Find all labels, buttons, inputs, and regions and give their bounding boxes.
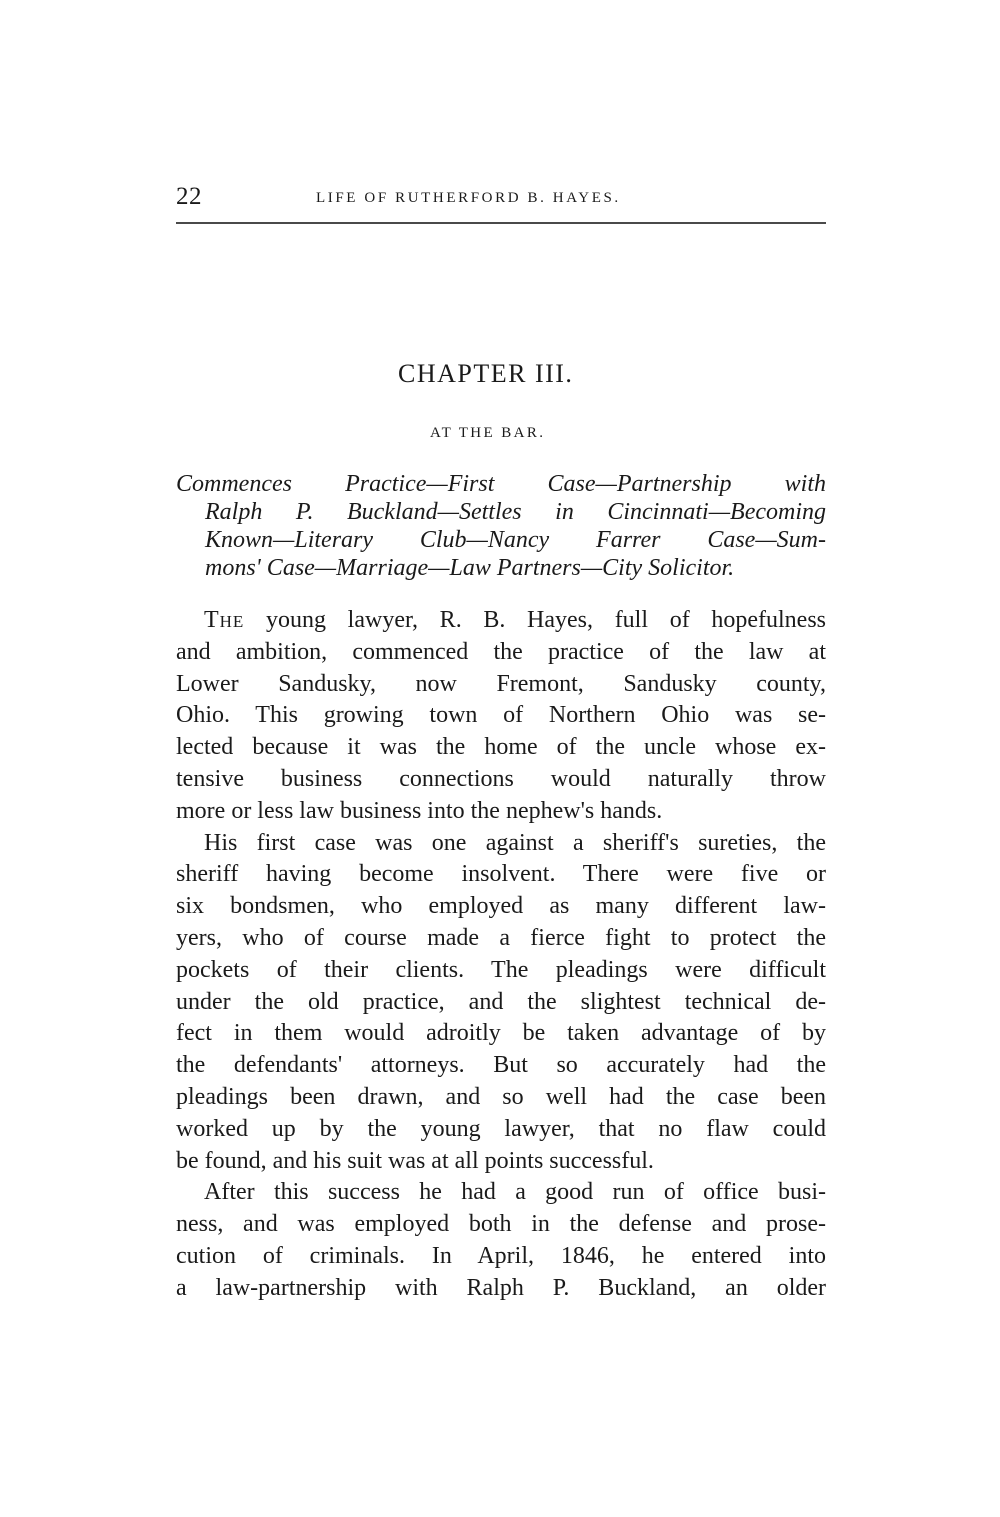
paragraph-line-text: young lawyer, R. B. Hayes, full of hopefulness — [244, 607, 826, 633]
page-number: 22 — [176, 183, 202, 210]
paragraph-line: under the old practice, and the slightest technical de- — [176, 988, 826, 1015]
paragraph-line: the defendants' attorneys. But so accurately had the — [176, 1052, 826, 1079]
paragraph-line: a law-partnership with Ralph P. Buckland, an older — [176, 1274, 826, 1301]
paragraph-line: Lower Sandusky, now Fremont, Sandusky county, — [176, 670, 826, 697]
paragraph-line: cution of criminals. In April, 1846, he entered into — [176, 1242, 826, 1269]
paragraph-line: worked up by the young lawyer, that no flaw could — [176, 1115, 826, 1142]
paragraph-lead-word: The — [204, 607, 245, 633]
paragraph-line: His first case was one against a sheriff's sureties, the — [204, 829, 826, 856]
paragraph-line: and ambition, commenced the practice of the law at — [176, 638, 826, 665]
paragraph-line: six bondsmen, who employed as many different law- — [176, 893, 826, 920]
paragraph-line: be found, and his suit was at all points successful. — [176, 1147, 654, 1174]
paragraph-line — [176, 605, 826, 637]
paragraph-line: lected because it was the home of the uncle whose ex- — [176, 734, 826, 761]
running-head-title: LIFE OF RUTHERFORD B. HAYES. — [316, 190, 621, 206]
synopsis-line: mons' Case—Marriage—Law Partners—City Solicitor. — [205, 555, 735, 581]
chapter-synopsis — [176, 470, 826, 582]
paragraph-line: pleadings been drawn, and so well had the case been — [176, 1083, 826, 1110]
synopsis-line: Commences Practice—First Case—Partnership with — [176, 471, 826, 497]
paragraph-line: ness, and was employed both in the defense and prose- — [176, 1211, 826, 1238]
chapter-title: CHAPTER III. — [398, 359, 574, 388]
paragraph-line: fect in them would adroitly be taken advantage of by — [176, 1020, 826, 1047]
body-text — [176, 605, 826, 1305]
synopsis-line: Ralph P. Buckland—Settles in Cincinnati—Becoming — [205, 499, 826, 525]
synopsis-line: Known—Literary Club—Nancy Farrer Case—Sum- — [205, 527, 826, 553]
running-head — [176, 182, 826, 212]
chapter-subtitle: AT THE BAR. — [430, 425, 546, 441]
paragraph-line: After this success he had a good run of office busi- — [204, 1179, 826, 1206]
paragraph-line: pockets of their clients. The pleadings were difficult — [176, 956, 826, 983]
paragraph-line: more or less law business into the nephew's hands. — [176, 797, 663, 824]
paragraph-line: yers, who of course made a fierce fight to protect the — [176, 924, 826, 951]
header-rule — [176, 222, 826, 224]
paragraph-line: sheriff having become insolvent. There were five or — [176, 861, 826, 888]
paragraph-line: tensive business connections would naturally throw — [176, 765, 826, 792]
paragraph-line: Ohio. This growing town of Northern Ohio was se- — [176, 702, 826, 729]
